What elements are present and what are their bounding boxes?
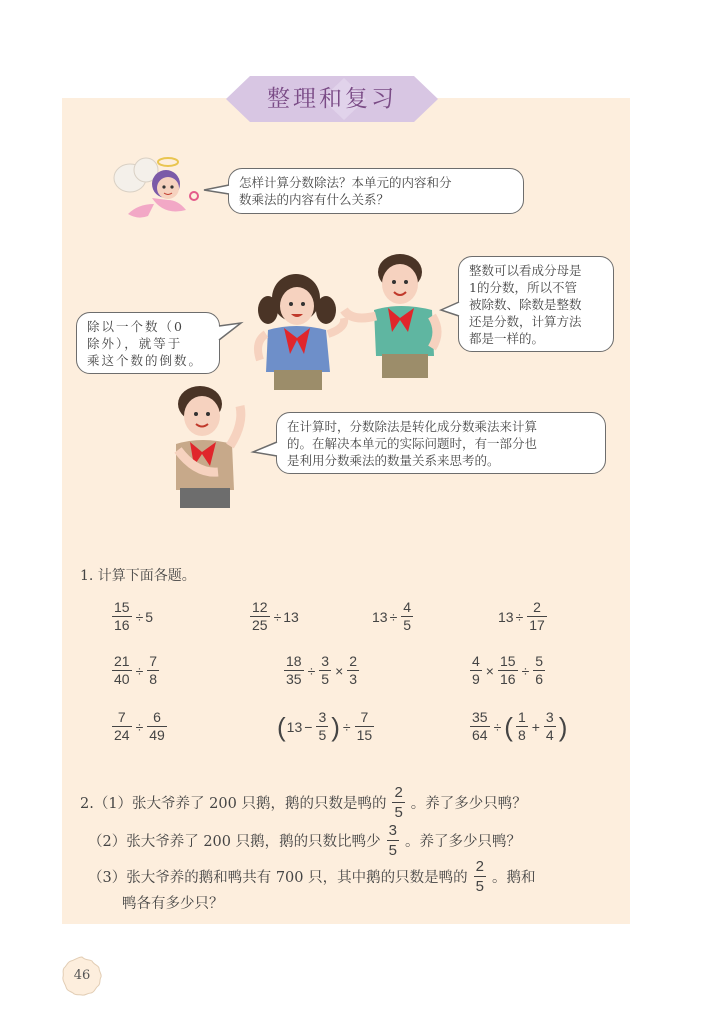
expression-5 xyxy=(110,654,161,687)
operator: + xyxy=(531,718,540,735)
denominator: 16 xyxy=(499,671,516,687)
denominator: 49 xyxy=(149,727,165,743)
angel-illustration xyxy=(108,152,204,232)
bubble-tail xyxy=(440,300,460,320)
operator: ÷ xyxy=(389,608,398,625)
operator: ÷ xyxy=(515,608,524,625)
numerator: 2 xyxy=(394,784,403,801)
denominator: 5 xyxy=(394,804,403,821)
bubble-line: 除外），就等于 xyxy=(87,336,183,351)
page-title: 整理和复习 xyxy=(267,86,397,112)
fraction xyxy=(401,600,413,633)
denominator: 15 xyxy=(356,727,373,743)
fraction xyxy=(387,822,399,859)
numerator: 4 xyxy=(472,653,480,669)
problem-2-2 xyxy=(88,822,521,859)
numerator: 3 xyxy=(545,709,554,725)
number: 13 xyxy=(498,608,514,625)
problem-2-3-line2: 鸭各有多少只？ xyxy=(122,896,224,912)
bubble-line: 是利用分数乘法的数量关系来思考的。 xyxy=(287,453,500,468)
operator: ÷ xyxy=(307,662,316,679)
numerator: 7 xyxy=(360,709,369,725)
number: 13 xyxy=(283,608,299,625)
problem-2-1 xyxy=(80,784,527,821)
denominator: 8 xyxy=(149,671,158,687)
expression-4 xyxy=(498,600,549,633)
numerator: 12 xyxy=(252,599,268,615)
right-parenthesis: ) xyxy=(331,711,340,742)
numerator: 15 xyxy=(114,599,130,615)
page-number: 46 xyxy=(73,968,91,983)
numerator: 15 xyxy=(499,653,516,669)
numerator: 35 xyxy=(472,709,488,725)
denominator: 5 xyxy=(388,842,397,859)
speech-bubble-boy-bottom xyxy=(276,412,606,474)
operator: × xyxy=(335,662,344,679)
denominator: 4 xyxy=(545,727,554,743)
bubble-line: 怎样计算分数除法？本单元的内容和分 xyxy=(239,175,452,190)
bubble-line: 被除数、除数是整数 xyxy=(469,297,582,312)
fraction xyxy=(392,784,404,821)
fraction xyxy=(470,654,482,687)
number: 13 xyxy=(372,608,388,625)
denominator: 25 xyxy=(252,617,268,633)
numerator: 3 xyxy=(321,653,330,669)
speech-bubble-boy-right xyxy=(458,256,614,352)
numerator: 2 xyxy=(475,858,484,875)
problem-text: （2）张大爷养了 200 只鹅，鹅的只数比鸭少 xyxy=(88,834,381,850)
expression-6 xyxy=(282,654,361,687)
expression-7 xyxy=(468,654,547,687)
numerator: 21 xyxy=(114,653,130,669)
fraction xyxy=(112,654,132,687)
denominator: 6 xyxy=(535,671,544,687)
bubble-tail xyxy=(204,184,230,196)
denominator: 24 xyxy=(114,727,130,743)
left-parenthesis: ( xyxy=(277,711,286,742)
bubble-line: 在计算时，分数除法是转化成分数乘法来计算 xyxy=(287,419,538,434)
fraction xyxy=(544,710,556,743)
operator: ÷ xyxy=(493,718,502,735)
bubble-line: 数乘法的内容有什么关系？ xyxy=(239,192,390,207)
bubble-line: 整数可以看成分母是 xyxy=(469,263,582,278)
denominator: 9 xyxy=(472,671,480,687)
operator: ÷ xyxy=(135,608,144,625)
expression-3 xyxy=(372,600,415,633)
fraction xyxy=(533,654,545,687)
operator: − xyxy=(304,718,313,735)
operator: ÷ xyxy=(135,718,144,735)
fraction xyxy=(250,600,270,633)
fraction xyxy=(498,654,518,687)
denominator: 5 xyxy=(403,617,412,633)
operator: ÷ xyxy=(135,662,144,679)
fraction xyxy=(284,654,304,687)
numerator: 6 xyxy=(153,709,161,725)
fraction xyxy=(319,654,331,687)
numerator: 7 xyxy=(117,709,126,725)
bubble-tail xyxy=(252,440,278,460)
problem-text: 。养了多少只鸭？ xyxy=(404,834,521,850)
operator: ÷ xyxy=(273,608,282,625)
fraction xyxy=(347,654,359,687)
numerator: 2 xyxy=(533,599,541,615)
bubble-line: 都是一样的。 xyxy=(469,331,545,346)
expression-8 xyxy=(110,710,169,743)
operator: × xyxy=(485,662,494,679)
denominator: 5 xyxy=(475,878,484,895)
denominator: 64 xyxy=(472,727,488,743)
right-parenthesis: ) xyxy=(558,711,568,742)
denominator: 35 xyxy=(286,671,302,687)
speech-bubble-girl xyxy=(76,312,220,374)
fraction xyxy=(474,858,486,895)
expression-2 xyxy=(248,600,299,633)
boy-right-illustration xyxy=(334,248,446,380)
expression-1 xyxy=(110,600,153,633)
denominator: 5 xyxy=(318,727,327,743)
denominator: 17 xyxy=(529,617,545,633)
denominator: 5 xyxy=(321,671,330,687)
bubble-line: 1的分数，所以不管 xyxy=(469,280,577,295)
question-1-label: 1. 计算下面各题。 xyxy=(80,568,196,584)
number: 5 xyxy=(145,608,154,625)
problem-2-3 xyxy=(88,858,535,895)
fraction xyxy=(112,710,132,743)
speech-bubble-angel xyxy=(228,168,524,214)
denominator: 40 xyxy=(114,671,130,687)
problem-text: 2.（1）张大爷养了 200 只鹅，鹅的只数是鸭的 xyxy=(80,796,387,812)
denominator: 8 xyxy=(517,727,526,743)
operator: ÷ xyxy=(521,662,530,679)
fraction xyxy=(355,710,375,743)
expression-10 xyxy=(468,710,568,743)
fraction xyxy=(516,710,528,743)
problem-text: 。鹅和 xyxy=(491,870,536,886)
bubble-tail xyxy=(218,322,242,344)
numerator: 1 xyxy=(517,709,526,725)
problem-text: （3）张大爷养的鹅和鸭共有 700 只，其中鹅的只数是鸭的 xyxy=(88,870,468,886)
numerator: 3 xyxy=(318,709,327,725)
bubble-line: 乘这个数的倒数。 xyxy=(87,353,204,368)
left-parenthesis: ( xyxy=(504,711,513,742)
denominator: 16 xyxy=(114,617,130,633)
fraction xyxy=(147,654,159,687)
bubble-line: 的。在解决本单元的实际问题时，有一部分也 xyxy=(287,436,538,451)
fraction xyxy=(112,600,132,633)
numerator: 4 xyxy=(403,599,412,615)
number: 13 xyxy=(286,718,303,735)
fraction xyxy=(316,710,328,743)
numerator: 7 xyxy=(149,653,158,669)
problem-text: 。养了多少只鸭？ xyxy=(410,796,527,812)
bubble-line: 还是分数，计算方法 xyxy=(469,314,582,329)
expression-9 xyxy=(276,710,376,743)
numerator: 18 xyxy=(286,653,302,669)
numerator: 3 xyxy=(388,822,397,839)
fraction xyxy=(470,710,490,743)
numerator: 2 xyxy=(349,653,358,669)
operator: ÷ xyxy=(342,718,351,735)
bubble-line: 除以一个数（0 xyxy=(87,319,184,334)
fraction xyxy=(147,710,167,743)
numerator: 5 xyxy=(535,653,544,669)
denominator: 3 xyxy=(349,671,358,687)
fraction xyxy=(527,600,547,633)
